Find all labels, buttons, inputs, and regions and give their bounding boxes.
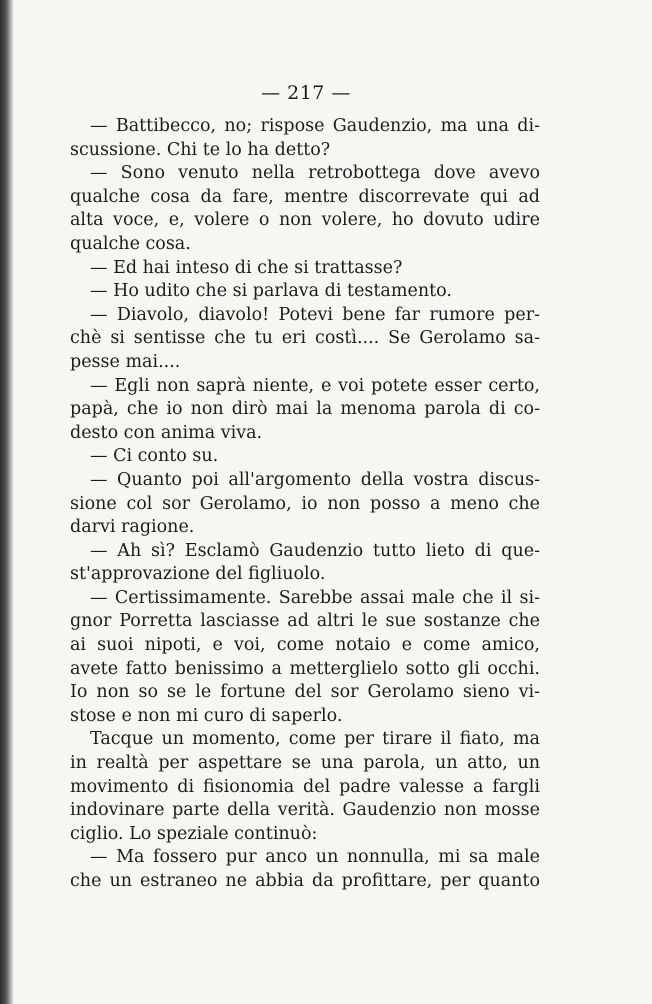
text-line: desto con anima viva.: [70, 422, 263, 443]
text-line: — Sono venuto nella retrobottega dove avevo: [90, 163, 540, 184]
text-line: movimento di fisionomia del padre valesse a fargli: [70, 776, 540, 797]
text-line: sione col sor Gerolamo, io non posso a meno che: [70, 493, 540, 514]
text-line: che un estraneo ne abbia da profittare, per quanto: [70, 871, 540, 891]
text-line: — Certissimamente. Sarebbe assai male che il si-: [90, 587, 540, 608]
text-line: ciglio. Lo speziale continuò:: [70, 823, 318, 844]
text-line: Tacque un momento, come per tirare il fiato, ma: [90, 729, 540, 750]
text-line: Io non so se le fortune del sor Gerolamo sieno vi-: [70, 682, 540, 703]
text-line: chè si sentisse che tu eri costì.... Se Gerolamo sa-: [70, 328, 540, 349]
text-line: pesse mai....: [70, 351, 181, 372]
text-line: darvi ragione.: [70, 517, 195, 538]
text-line: alta voce, e, volere o non volere, ho dovuto udire: [70, 210, 540, 231]
text-line: — Battibecco, no; rispose Gaudenzio, ma una di-: [90, 116, 540, 136]
text-line: — Ho udito che si parlava di testamento.: [90, 281, 452, 302]
page-number: — 217 —: [261, 82, 351, 104]
text-line: in realtà per aspettare se una parola, un atto, un: [70, 753, 540, 774]
text-line: st'approvazione del figliuolo.: [70, 564, 326, 585]
text-line: avete fatto benissimo a metterglielo sotto gli occhi.: [70, 658, 540, 679]
text-line: stose e non mi curo di saperlo.: [70, 705, 343, 726]
page-binding-shadow: [0, 0, 14, 1004]
text-line: indovinare parte della verità. Gaudenzio non mosse: [70, 800, 540, 821]
text-line: qualche cosa da fare, mentre discorrevate qui ad: [70, 186, 540, 207]
text-line: — Ah sì? Esclamò Gaudenzio tutto lieto di que-: [90, 540, 540, 561]
text-line: — Ed hai inteso di che si trattasse?: [90, 257, 403, 278]
text-line: qualche cosa.: [70, 233, 191, 254]
text-line: — Ci conto su.: [90, 446, 219, 467]
text-line: — Egli non saprà niente, e voi potete esser certo,: [90, 375, 540, 396]
text-line: — Ma fossero pur anco un nonnulla, mi sa male: [90, 847, 540, 868]
text-line: gnor Porretta lasciasse ad altri le sue sostanze che: [70, 611, 540, 632]
text-line: papà, che io non dirò mai la menoma parola di co-: [70, 399, 540, 420]
text-line: — Diavolo, diavolo! Potevi bene far rumore per-: [90, 304, 540, 325]
body-text: [70, 115, 540, 894]
text-line: — Quanto poi all'argomento della vostra discus-: [90, 469, 540, 490]
text-line: ai suoi nipoti, e voi, come notaio e come amico,: [70, 635, 540, 656]
text-line: scussione. Chi te lo ha detto?: [70, 139, 331, 160]
